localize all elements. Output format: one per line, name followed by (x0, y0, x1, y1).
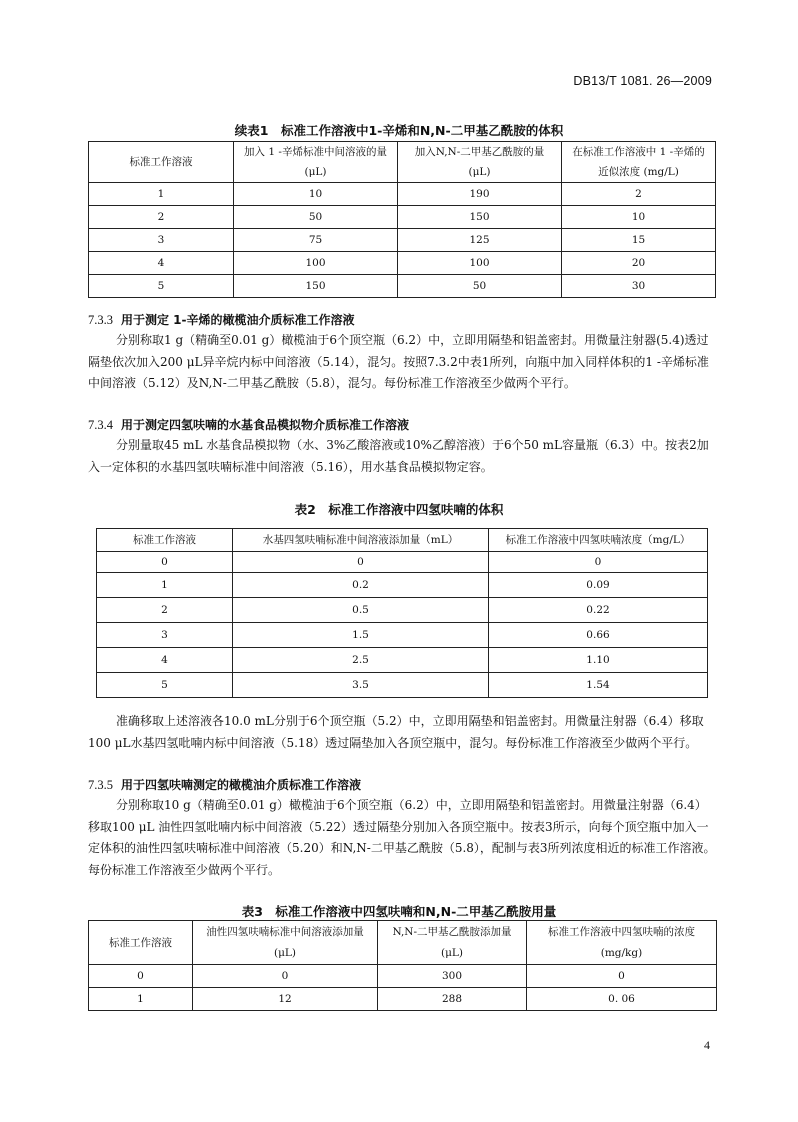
section-733-paragraph: 分别称取1 g（精确至0.01 g）橄榄油于6个顶空瓶（6.2）中，立即用隔垫和铝盖密封。用微量注射器(5.4)透过隔垫依次加入200 μL异辛烷内标中间溶液（5.14），混匀。按照7.3.2中表1所列，向瓶中加入同样体积的1 -辛烯标准中间溶液（5.12）及N,N-二甲基乙酰胺（5.8），混匀。每份标准工作溶液至少做两个平行。 (88, 333, 709, 390)
table-cell: 4 (89, 252, 234, 275)
table-cell: 3 (97, 623, 233, 648)
table1-header-cell: 加入N,N-二甲基乙酰胺的量 (μL) (398, 142, 562, 183)
table-cell: 1.5 (233, 623, 489, 648)
table-cell: 0 (89, 965, 193, 988)
table3-header-cell: 标准工作溶液 (89, 921, 193, 965)
table-cell: 10 (234, 183, 398, 206)
table-row (89, 275, 716, 298)
table-cell: 100 (234, 252, 398, 275)
table-cell: 50 (398, 275, 562, 298)
table3-header-cell: 标准工作溶液中四氢呋喃的浓度 (mg/kg) (527, 921, 717, 965)
table-cell: 300 (378, 965, 527, 988)
table2-caption: 表2 标准工作溶液中四氢呋喃的体积 (294, 502, 504, 517)
table3 (88, 920, 717, 1011)
table-row (89, 183, 716, 206)
table-cell: 0. 06 (527, 988, 717, 1011)
table-row (89, 988, 717, 1011)
table1-caption: 续表1 标准工作溶液中1-辛烯和N,N-二甲基乙酰胺的体积 (234, 123, 564, 138)
table2-header-cell: 水基四氢呋喃标准中间溶液添加量（mL） (233, 529, 489, 552)
table-cell: 0.09 (489, 573, 708, 598)
table3-caption: 表3 标准工作溶液中四氢呋喃和N,N-二甲基乙酰胺用量 (241, 904, 557, 919)
table-cell: 12 (193, 988, 378, 1011)
table3-header-row (89, 921, 717, 965)
section-733-heading (88, 311, 355, 328)
page-number: 4 (704, 1038, 710, 1052)
table-row (97, 648, 708, 673)
table-cell: 1 (97, 573, 233, 598)
table-cell: 150 (234, 275, 398, 298)
table-cell: 15 (562, 229, 716, 252)
table-cell: 150 (398, 206, 562, 229)
table-cell: 0 (233, 552, 489, 573)
table3-header-cell: N,N-二甲基乙酰胺添加量 (μL) (378, 921, 527, 965)
section-number: 7.3.5 (88, 778, 113, 792)
section-number: 7.3.3 (88, 313, 113, 327)
table1-header-cell: 标准工作溶液 (89, 142, 234, 183)
section-number: 7.3.4 (88, 418, 113, 432)
section-735-paragraph: 分别称取10 g（精确至0.01 g）橄榄油于6个顶空瓶（6.2）中，立即用隔垫和铝盖密封。用微量注射器（6.4）移取100 μL 油性四氢吡喃内标中间溶液（5.22）透过隔垫分别加入各顶空瓶中。按表3所示，向每个顶空瓶中加入一定体积的油性四氢呋喃标准中间溶液（5.20）和N,N-二甲基乙酰胺（5.8），配制与表3所列浓度相近的标准工作溶液。每份标准工作溶液至少做两个平行。 (88, 798, 716, 877)
table-row (97, 673, 708, 698)
section-734-heading (88, 416, 409, 433)
table-row (97, 552, 708, 573)
table-cell: 2 (97, 598, 233, 623)
table-cell: 0.5 (233, 598, 489, 623)
table-cell: 0 (489, 552, 708, 573)
table-cell: 0.66 (489, 623, 708, 648)
table-row (89, 252, 716, 275)
table-cell: 75 (234, 229, 398, 252)
table-cell: 0.22 (489, 598, 708, 623)
section-title: 用于测定四氢呋喃的水基食品模拟物介质标准工作溶液 (121, 418, 410, 432)
table-row (89, 965, 717, 988)
table-cell: 0.2 (233, 573, 489, 598)
table2-header-cell: 标准工作溶液中四氢呋喃浓度（mg/L） (489, 529, 708, 552)
table-cell: 5 (97, 673, 233, 698)
table-row (97, 573, 708, 598)
table1 (88, 141, 716, 298)
table-cell: 20 (562, 252, 716, 275)
table-cell: 3 (89, 229, 234, 252)
document-code: DB13/T 1081. 26—2009 (573, 74, 712, 88)
table-row (97, 623, 708, 648)
section-734-paragraph: 分别量取45 mL 水基食品模拟物（水、3%乙酸溶液或10%乙醇溶液）于6个50 mL容量瓶（6.3）中。按表2加入一定体积的水基四氢呋喃标准中间溶液（5.16），用水基食品模拟物定容。 (88, 438, 709, 474)
table-cell: 30 (562, 275, 716, 298)
table-cell: 0 (193, 965, 378, 988)
table2-followup-paragraph: 准确移取上述溶液各10.0 mL分别于6个顶空瓶（5.2）中，立即用隔垫和铝盖密封。用微量注射器（6.4）移取100 μL水基四氢吡喃内标中间溶液（5.18）透过隔垫加入各顶空瓶中，混匀。每份标准工作溶液至少做两个平行。 (88, 714, 704, 750)
table2 (96, 528, 708, 698)
table-cell: 2 (89, 206, 234, 229)
table-cell: 1 (89, 988, 193, 1011)
table-cell: 125 (398, 229, 562, 252)
table1-header-cell: 在标准工作溶液中 1 -辛烯的近似浓度 (mg/L) (562, 142, 716, 183)
table-cell: 5 (89, 275, 234, 298)
section-735-heading (88, 776, 361, 793)
section-title: 用于四氢呋喃测定的橄榄油介质标准工作溶液 (121, 778, 362, 792)
table-row (89, 229, 716, 252)
section-title: 用于测定 1-辛烯的橄榄油介质标准工作溶液 (121, 313, 355, 327)
table2-header-row (97, 529, 708, 552)
table-row (97, 598, 708, 623)
table-row (89, 206, 716, 229)
table-cell: 1.54 (489, 673, 708, 698)
table-cell: 3.5 (233, 673, 489, 698)
table1-header-cell: 加入 1 -辛烯标准中间溶液的量 (μL) (234, 142, 398, 183)
table-cell: 100 (398, 252, 562, 275)
table-cell: 0 (527, 965, 717, 988)
table-cell: 2 (562, 183, 716, 206)
table-cell: 288 (378, 988, 527, 1011)
table-cell: 10 (562, 206, 716, 229)
table-cell: 50 (234, 206, 398, 229)
table3-header-cell: 油性四氢呋喃标准中间溶液添加量 (μL) (193, 921, 378, 965)
table-cell: 190 (398, 183, 562, 206)
table2-header-cell: 标准工作溶液 (97, 529, 233, 552)
table-cell: 2.5 (233, 648, 489, 673)
table-cell: 0 (97, 552, 233, 573)
table1-header-row (89, 142, 716, 183)
table-cell: 1 (89, 183, 234, 206)
table-cell: 1.10 (489, 648, 708, 673)
table-cell: 4 (97, 648, 233, 673)
